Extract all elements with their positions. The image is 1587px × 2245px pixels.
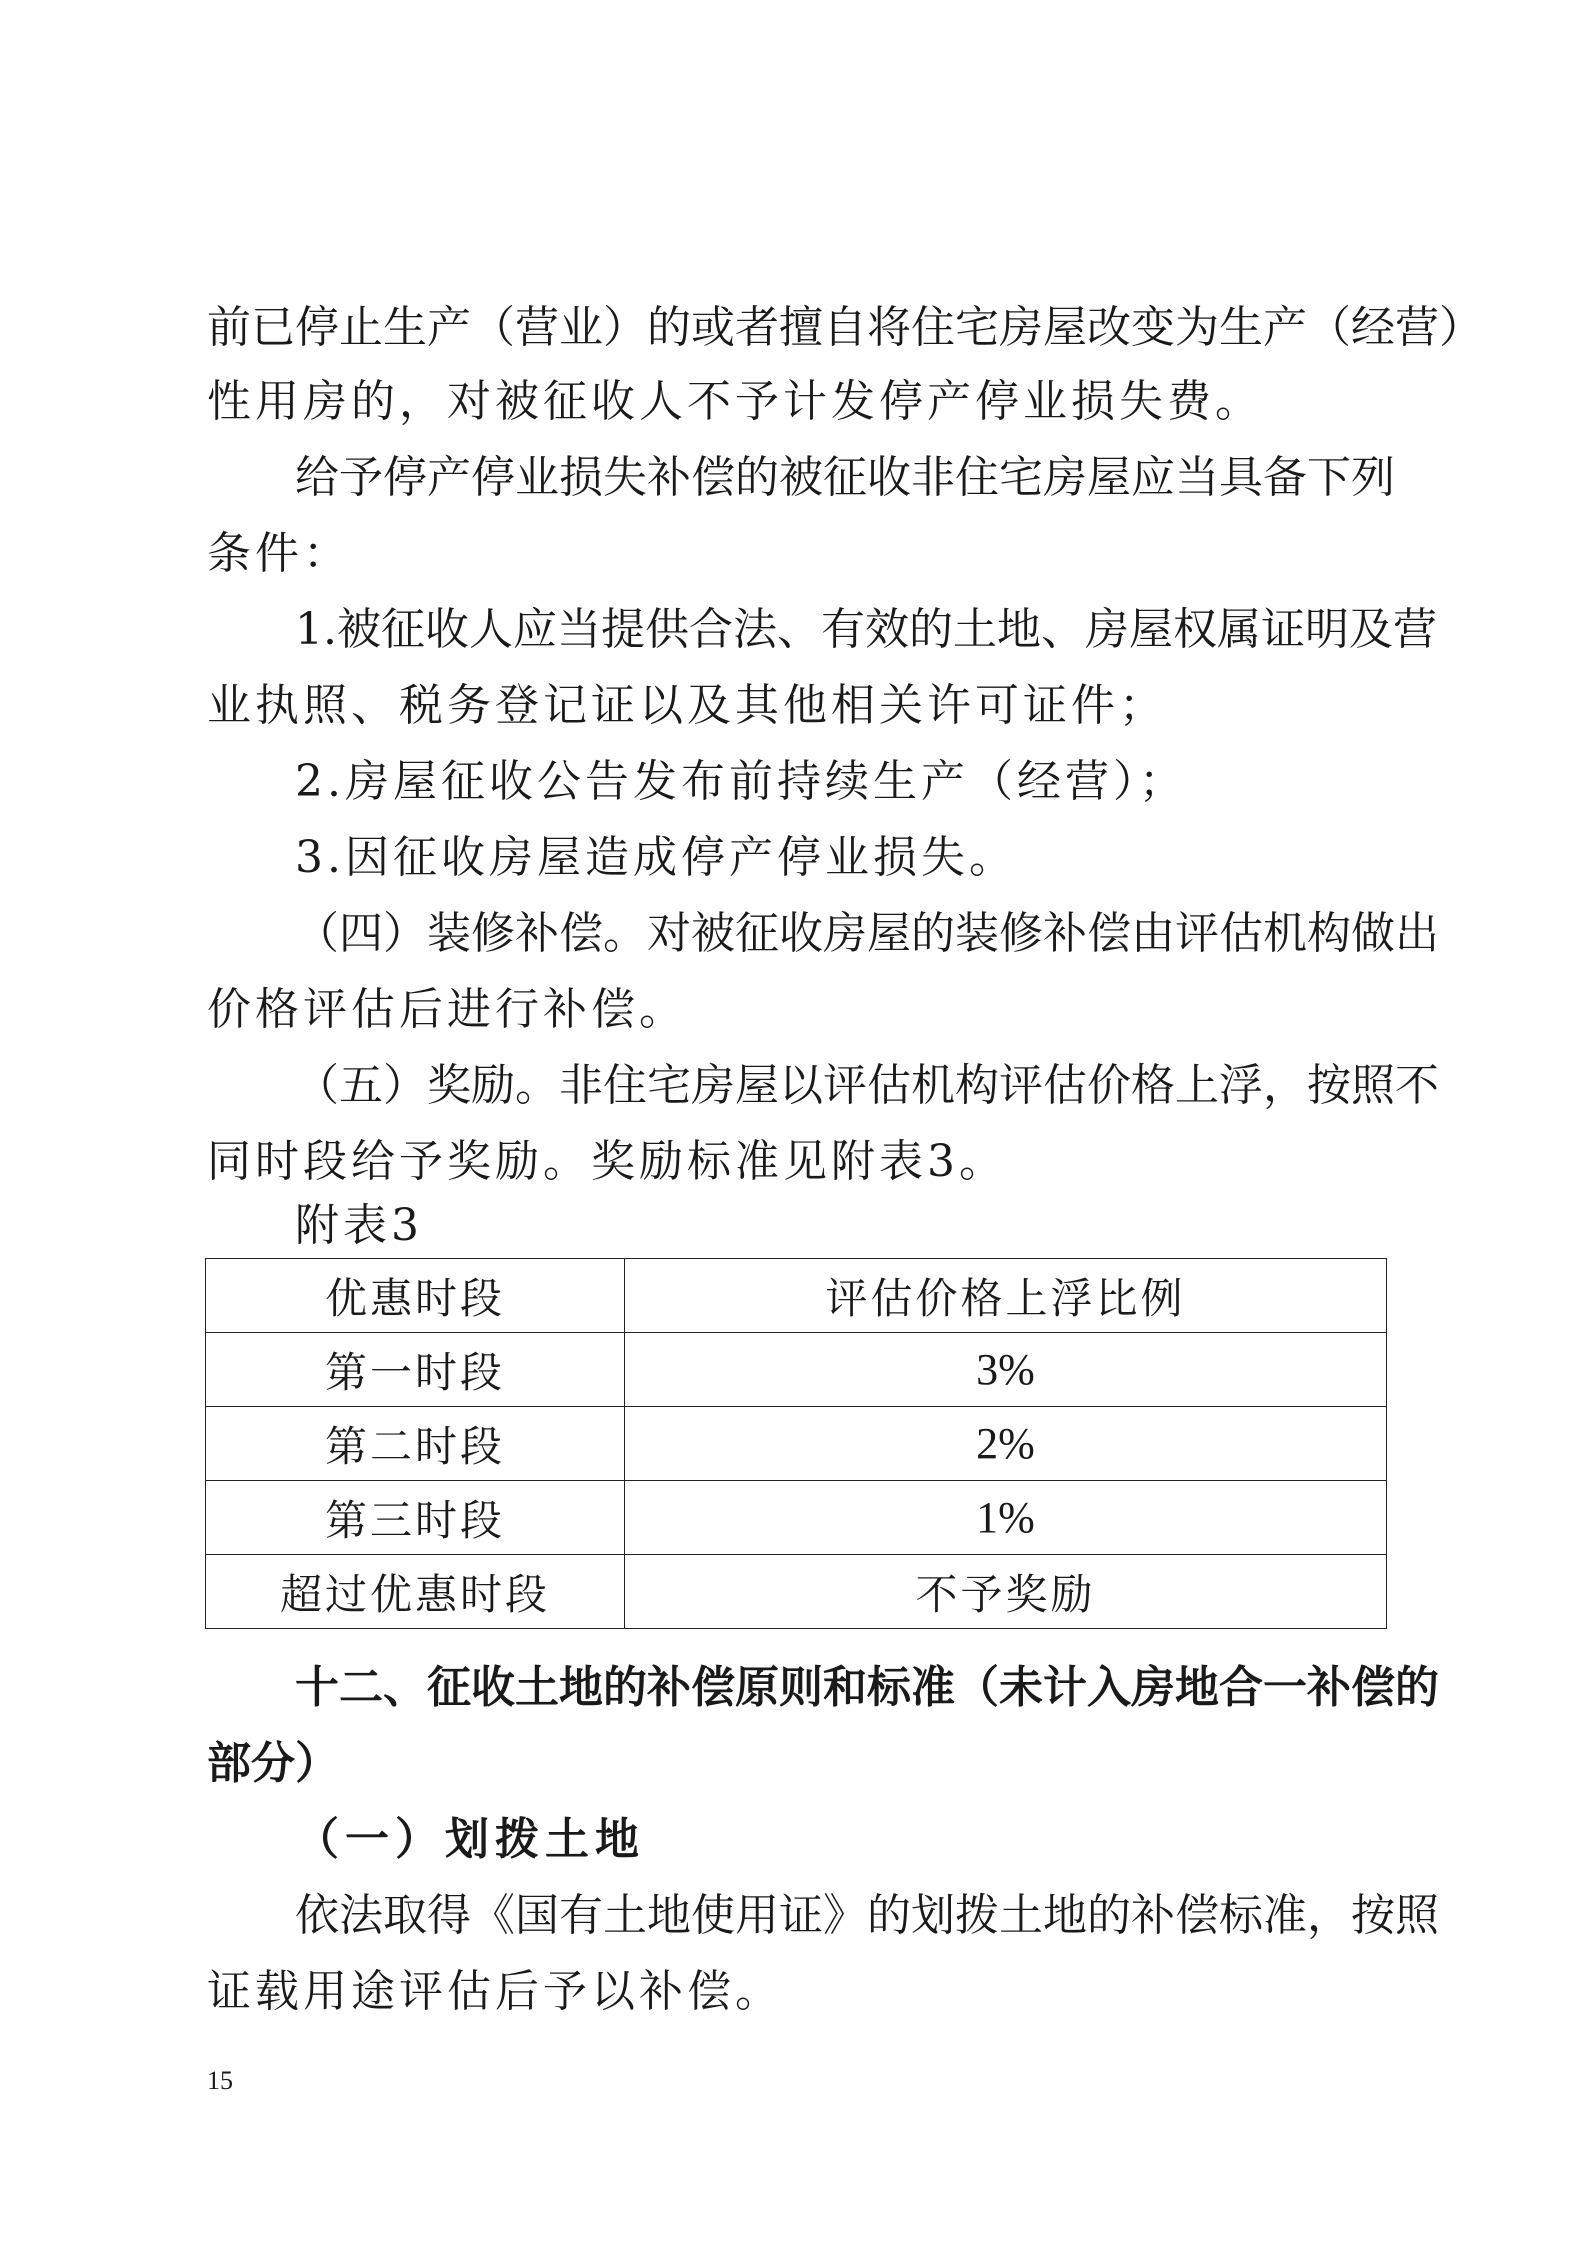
paragraph-line: 条件： [207, 528, 351, 579]
table-cell: 不予奖励 [625, 1555, 1387, 1629]
paragraph-line: 同时段给予奖励。奖励标准见附表3。 [207, 1136, 1007, 1187]
paragraph-line: 价格评估后进行补偿。 [207, 984, 687, 1035]
paragraph-line: （四）装修补偿。对被征收房屋的装修补偿由评估机构做出 [295, 908, 1439, 959]
section-heading: 部分） [207, 1738, 339, 1789]
paragraph-line: 依法取得《国有土地使用证》的划拨土地的补偿标准，按照 [295, 1890, 1439, 1941]
paragraph-line: 证载用途评估后予以补偿。 [207, 1966, 783, 2017]
table-cell: 超过优惠时段 [206, 1555, 625, 1629]
table-header-cell: 评估价格上浮比例 [625, 1259, 1387, 1333]
paragraph-line: （五）奖励。非住宅房屋以评估机构评估价格上浮，按照不 [295, 1060, 1439, 1111]
page-number: 15 [207, 2066, 233, 2095]
paragraph-line: 性用房的，对被征收人不予计发停产停业损失费。 [207, 376, 1263, 427]
list-item: 3.因征收房屋造成停产停业损失。 [295, 832, 1017, 883]
table-header-cell: 优惠时段 [206, 1259, 625, 1333]
sub-heading: （一）划拨土地 [295, 1814, 645, 1865]
table-header-row [206, 1259, 1387, 1333]
table-cell: 2% [625, 1407, 1387, 1481]
list-item: 2.房屋征收公告发布前持续生产（经营）； [295, 756, 1187, 807]
table-cell: 第一时段 [206, 1333, 625, 1407]
table-row [206, 1333, 1387, 1407]
list-item-line: 1.被征收人应当提供合法、有效的土地、房屋权属证明及营 [295, 604, 1437, 655]
paragraph-line: 前已停止生产（营业）的或者擅自将住宅房屋改变为生产（经营） [207, 302, 1483, 353]
reward-table [205, 1258, 1387, 1629]
table-caption: 附表3 [295, 1200, 423, 1251]
paragraph-line: 给予停产停业损失补偿的被征收非住宅房屋应当具备下列 [295, 452, 1395, 503]
table-cell: 第三时段 [206, 1481, 625, 1555]
table-row [206, 1407, 1387, 1481]
section-heading: 十二、征收土地的补偿原则和标准（未计入房地合一补偿的 [295, 1662, 1439, 1713]
table-cell: 3% [625, 1333, 1387, 1407]
table-cell: 第二时段 [206, 1407, 625, 1481]
table-row [206, 1555, 1387, 1629]
table-cell: 1% [625, 1481, 1387, 1555]
table-row [206, 1481, 1387, 1555]
list-item-line: 业执照、税务登记证以及其他相关许可证件； [207, 680, 1167, 731]
